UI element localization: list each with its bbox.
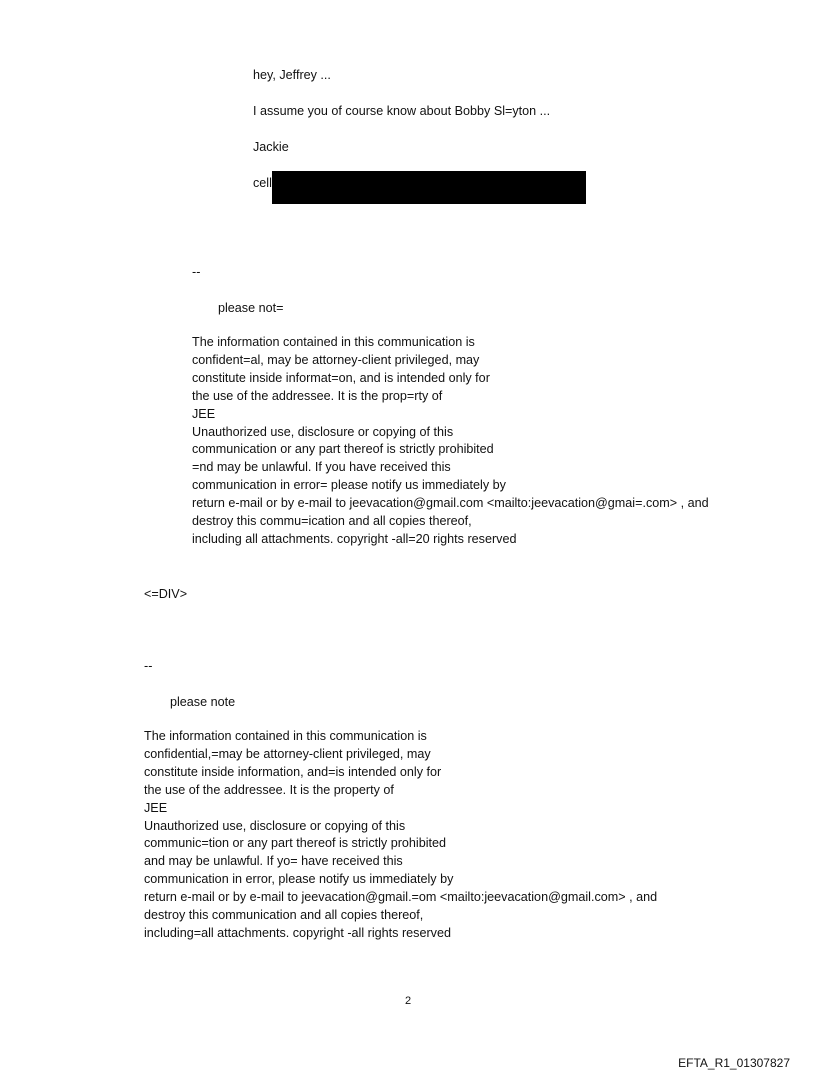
notice-1-line: destroy this commu=ication and all copies thereof, — [192, 514, 472, 529]
notice-1-line: confident=al, may be attorney-client privileged, may — [192, 352, 480, 367]
notice-2-line: destroy this communication and all copies thereof, — [144, 908, 424, 923]
notice-1-line: communication in error= please notify us immediately by — [192, 478, 506, 493]
notice-1-line: The information contained in this communication is — [192, 335, 475, 349]
email-body: I assume you of course know about Bobby Sl=yton ... — [253, 104, 551, 118]
notice-2-line: the use of the addressee. It is the property of — [144, 782, 394, 797]
page-number: 2 — [404, 995, 412, 1007]
notice-2-line: confidential,=may be attorney-client privileged, may — [144, 746, 431, 761]
notice-2-line: JEE — [144, 800, 168, 815]
cell-label: cell — [253, 176, 272, 190]
notice-1-line: =nd may be unlawful. If you have received this — [192, 460, 451, 475]
notice-2-heading: please note — [170, 695, 236, 709]
document-id: EFTA_R1_01307827 — [678, 1056, 790, 1070]
notice-1-line: including all attachments. copyright -all=20 rights reserved — [192, 531, 517, 546]
notice-2-line: and may be unlawful. If yo= have received this — [144, 854, 403, 869]
notice-2-line: communic=tion or any part thereof is strictly prohibited — [144, 836, 447, 851]
notice-2-line: Unauthorized use, disclosure or copying of this — [144, 818, 406, 833]
notice-2-body — [144, 728, 657, 943]
notice-1-line: JEE — [192, 406, 216, 421]
notice-1-line: communication or any part thereof is strictly prohibited — [192, 442, 494, 457]
notice-2-line: communication in error, please notify us immediately by — [144, 872, 454, 887]
notice-1-heading: please not= — [218, 301, 284, 315]
notice-1-body — [192, 334, 709, 549]
notice-2-line: including=all attachments. copyright -all rights reserved — [144, 925, 451, 940]
redaction-box — [272, 171, 586, 204]
div-tag: <=DIV> — [144, 587, 188, 601]
email-greeting: hey, Jeffrey ... — [253, 68, 331, 82]
notice-1-line: constitute inside informat=on, and is intended only for — [192, 370, 490, 385]
notice-2-line: return e-mail or by e-mail to jeevacation@gmail.=om <mailto:jeevacation@gmail.com> , and — [144, 890, 658, 905]
email-signature: Jackie — [253, 140, 289, 154]
notice-1-separator: -- — [192, 265, 201, 279]
notice-2-separator: -- — [144, 659, 153, 673]
notice-1-line: Unauthorized use, disclosure or copying of this — [192, 424, 454, 439]
notice-1-line: the use of the addressee. It is the prop=rty of — [192, 388, 443, 403]
notice-1-line: return e-mail or by e-mail to jeevacation@gmail.com <mailto:jeevacation@gmai=.com> , and — [192, 496, 709, 511]
notice-2-line: constitute inside information, and=is intended only for — [144, 764, 442, 779]
notice-2-line: The information contained in this communication is — [144, 729, 427, 743]
